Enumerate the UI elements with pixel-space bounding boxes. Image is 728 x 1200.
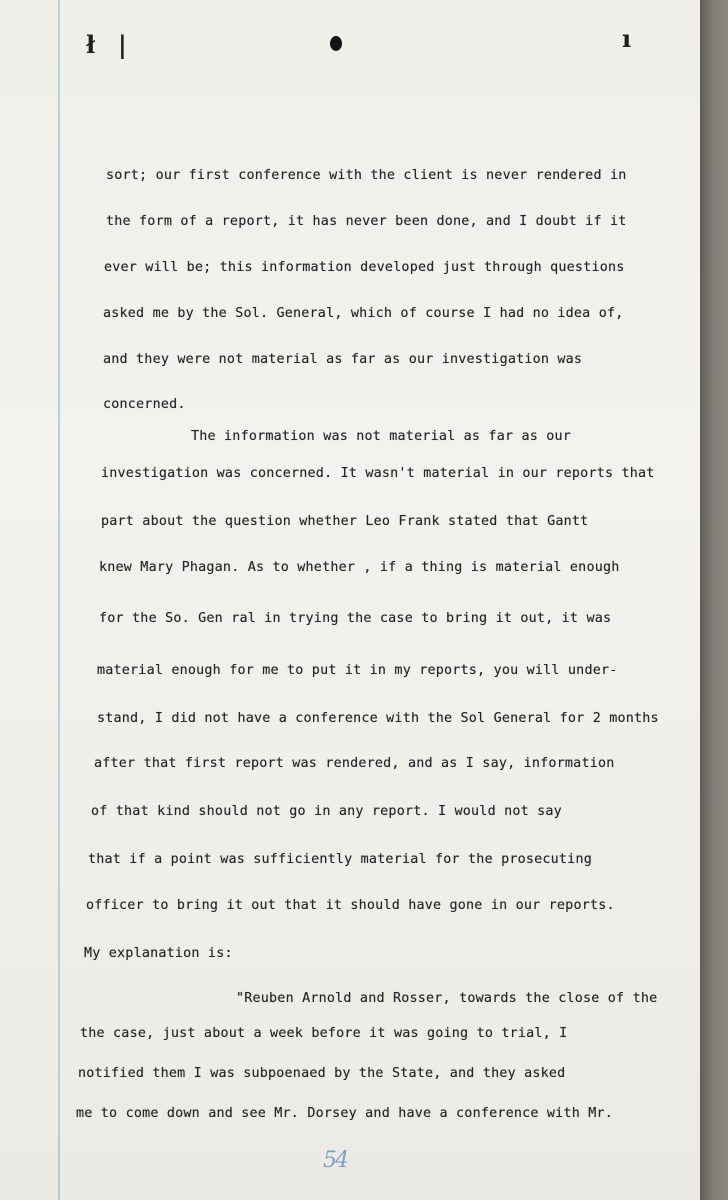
text-line: asked me by the Sol. General, which of course I had no idea of, [103,306,624,321]
page-stack-edge [700,0,728,1200]
text-line: part about the question whether Leo Frank stated that Gantt [101,514,589,529]
text-line: sort; our first conference with the client is never rendered in [106,168,627,183]
text-line: the form of a report, it has never been done, and I doubt if it [106,214,627,229]
text-line: notified them I was subpoenaed by the State, and they asked [78,1066,566,1081]
margin-tick-mid: | [118,30,127,59]
page-number: 54 [323,1148,347,1173]
margin-tick-right: ı [622,24,632,53]
text-line: "Reuben Arnold and Rosser, towards the close of the [236,991,658,1006]
text-line: knew Mary Phagan. As to whether , if a thing is material enough [99,560,620,575]
margin-tick-left: ł [86,30,96,59]
text-line: The information was not material as far as our [191,429,572,444]
text-line: officer to bring it out that it should have gone in our reports. [86,898,615,913]
text-line: and they were not material as far as our investigation was [103,352,583,367]
text-line: stand, I did not have a conference with the Sol General for 2 months [97,711,659,726]
text-line: concerned. [103,397,186,412]
text-line: the case, just about a week before it was going to trial, I [80,1026,568,1041]
text-line: for the So. Gen ral in trying the case to bring it out, it was [99,611,612,626]
text-line: after that first report was rendered, and as I say, information [94,756,615,771]
text-line: ever will be; this information developed just through questions [104,260,625,275]
margin-rule [58,0,60,1200]
text-line: me to come down and see Mr. Dorsey and have a conference with Mr. [76,1106,614,1121]
text-line: of that kind should not go in any report. I would not say [91,804,562,819]
text-line: that if a point was sufficiently material for the prosecuting [88,852,592,867]
text-line: My explanation is: [84,946,233,961]
text-line: material enough for me to put it in my reports, you will under- [97,663,618,678]
punch-hole [330,36,342,51]
text-line: investigation was concerned. It wasn't material in our reports that [101,466,655,481]
